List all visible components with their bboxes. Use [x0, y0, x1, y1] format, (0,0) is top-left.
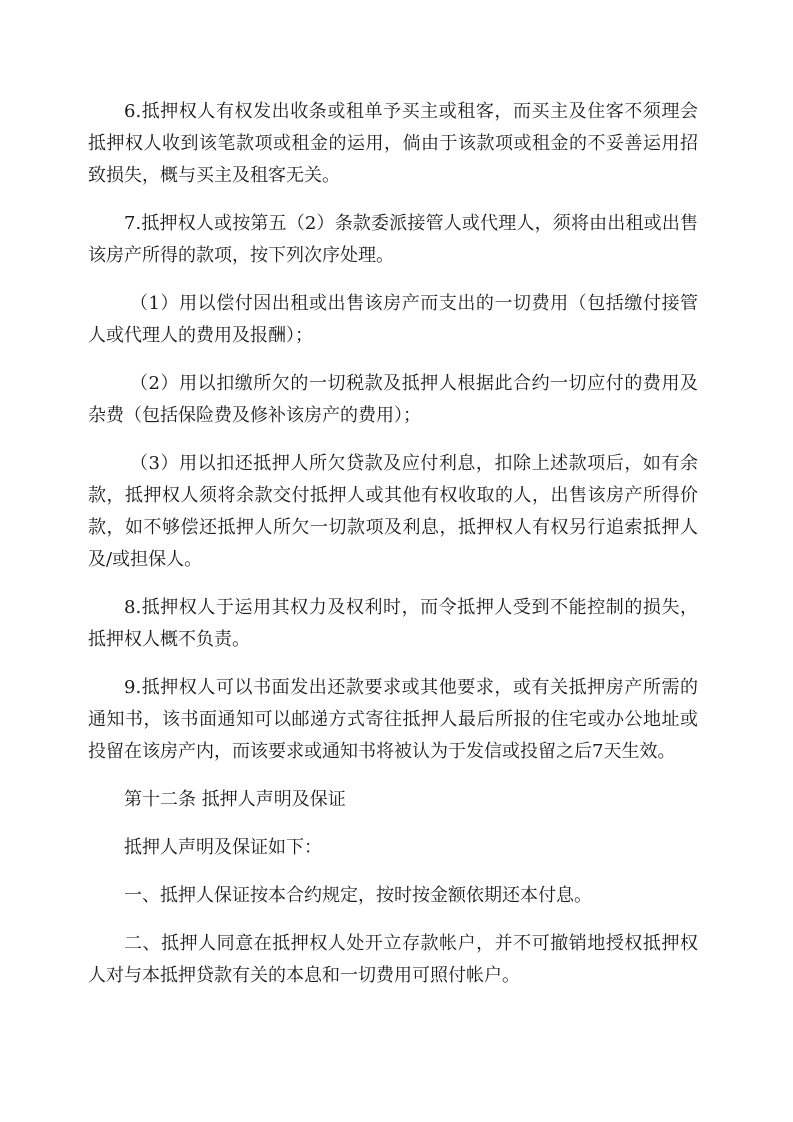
paragraph-clause-7-item-2: （2）用以扣缴所欠的一切税款及抵押人根据此合约一切应付的费用及杂费（包括保险费及修补该房产的费用）；	[88, 373, 698, 426]
paragraph-clause-7-item-1: （1）用以偿付因出租或出售该房产而支出的一切费用（包括缴付接管人或代理人的费用及报酬）；	[88, 293, 698, 346]
paragraph-clause-6: 6.抵押权人有权发出收条或租单予买主或租客，而买主及住客不须理会抵押权人收到该笔款项或租金的运用，倘由于该款项或租金的不妥善运用招致损失，概与买主及租客无关。	[88, 101, 698, 186]
paragraph-declaration-2: 二、抵押人同意在抵押权人处开立存款帐户，并不可撤销地授权抵押权人对与本抵押贷款有关的本息和一切费用可照付帐户。	[88, 933, 698, 986]
paragraph-clause-9: 9.抵押权人可以书面发出还款要求或其他要求，或有关抵押房产所需的通知书，该书面通知可以邮递方式寄往抵押人最后所报的住宅或办公地址或投留在该房产内，而该要求或通知书将被认为于发信或投留之后7天生效。	[88, 677, 698, 762]
section-heading-article-12: 第十二条 抵押人声明及保证	[124, 789, 346, 810]
paragraph-declaration-1: 一、抵押人保证按本合约规定，按时按金额依期还本付息。	[124, 885, 592, 906]
paragraph-clause-7: 7.抵押权人或按第五（2）条款委派接管人或代理人，须将由出租或出售该房产所得的款项，按下列次序处理。	[88, 213, 698, 266]
paragraph-clause-7-item-3: （3）用以扣还抵押人所欠贷款及应付利息，扣除上述款项后，如有余款，抵押权人须将余款交付抵押人或其他有权收取的人，出售该房产所得价款，如不够偿还抵押人所欠一切款项及利息，抵押权人有权另行追索抵押人及/或担保人。	[88, 453, 698, 570]
paragraph-declaration-intro: 抵押人声明及保证如下：	[124, 837, 322, 858]
paragraph-clause-8: 8.抵押权人于运用其权力及权利时，而令抵押人受到不能控制的损失，抵押权人概不负责。	[88, 597, 698, 650]
document-body	[88, 96, 698, 1008]
